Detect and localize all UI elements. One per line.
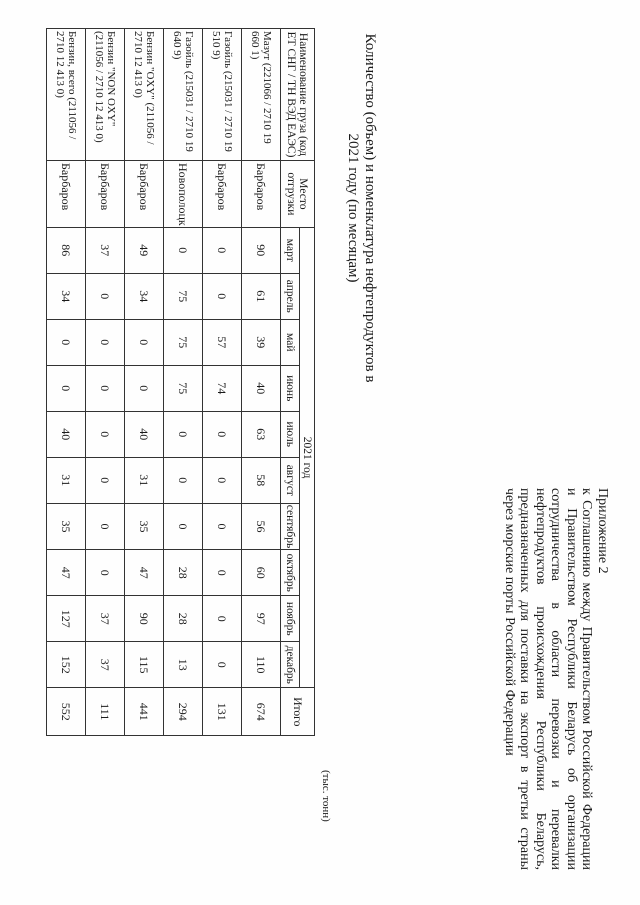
month-value-cell: 0 — [164, 457, 203, 503]
month-value-cell: 31 — [125, 457, 164, 503]
data-table — [46, 28, 315, 736]
month-value-cell: 47 — [47, 550, 86, 596]
total-cell: 441 — [125, 688, 164, 736]
appendix-block — [502, 488, 611, 870]
month-value-cell: 110 — [242, 642, 281, 688]
month-value-cell: 86 — [47, 227, 86, 273]
month-value-cell: 152 — [47, 642, 86, 688]
month-value-cell: 0 — [203, 503, 242, 550]
header-month: апрель — [281, 273, 300, 319]
month-value-cell: 37 — [86, 642, 125, 688]
month-value-cell: 0 — [203, 596, 242, 642]
month-value-cell: 115 — [125, 642, 164, 688]
month-value-cell: 0 — [125, 319, 164, 365]
month-value-cell: 75 — [164, 273, 203, 319]
month-value-cell: 0 — [203, 411, 242, 457]
header-month: декабрь — [281, 642, 300, 688]
month-value-cell: 0 — [47, 365, 86, 411]
month-value-cell: 39 — [242, 319, 281, 365]
month-value-cell: 0 — [203, 642, 242, 688]
month-value-cell: 74 — [203, 365, 242, 411]
total-cell: 294 — [164, 688, 203, 736]
month-value-cell: 37 — [86, 227, 125, 273]
month-value-cell: 90 — [242, 227, 281, 273]
header-month: ноябрь — [281, 596, 300, 642]
month-value-cell: 49 — [125, 227, 164, 273]
cargo-name-cell: Газойль (215031 / 2710 19 510 9) — [203, 29, 242, 161]
header-month: август — [281, 457, 300, 503]
header-year: 2021 год — [300, 227, 315, 688]
month-value-cell: 60 — [242, 550, 281, 596]
document-title: Количество (объем) и номенклатура нефтепродуктов в 2021 году (по месяцам) — [345, 33, 378, 383]
month-value-cell: 75 — [164, 319, 203, 365]
month-value-cell: 61 — [242, 273, 281, 319]
total-cell: 111 — [86, 688, 125, 736]
month-value-cell: 0 — [164, 227, 203, 273]
month-value-cell: 37 — [86, 596, 125, 642]
header-month: май — [281, 319, 300, 365]
month-value-cell: 31 — [47, 457, 86, 503]
month-value-cell: 34 — [47, 273, 86, 319]
header-month: март — [281, 227, 300, 273]
header-month: июль — [281, 411, 300, 457]
month-value-cell: 0 — [203, 273, 242, 319]
month-value-cell: 35 — [47, 503, 86, 550]
shipment-place-cell: Новополоцк — [164, 161, 203, 228]
table-row — [47, 29, 86, 736]
header-shipment-place: Место отгрузки — [281, 161, 315, 228]
table-row — [203, 29, 242, 736]
month-value-cell: 28 — [164, 596, 203, 642]
month-value-cell: 0 — [203, 227, 242, 273]
month-value-cell: 0 — [164, 411, 203, 457]
units-label: (тыс. тонн) — [320, 770, 332, 822]
month-value-cell: 40 — [47, 411, 86, 457]
month-value-cell: 0 — [86, 273, 125, 319]
header-month: октябрь — [281, 550, 300, 596]
appendix-body: к Соглашению между Правительством Российской Федерации и Правительством Республики Беларусь об организации сотрудничества в области перевозки и перевалки нефтепродуктов происхождения Республики Беларусь, предназначенных для поставки на экспорт в третьи страны через морские порты Российской Федерации — [502, 488, 595, 870]
month-value-cell: 47 — [125, 550, 164, 596]
month-value-cell: 13 — [164, 642, 203, 688]
month-value-cell: 127 — [47, 596, 86, 642]
table-body — [47, 29, 281, 736]
appendix-title: Приложение 2 — [595, 488, 610, 574]
month-value-cell: 34 — [125, 273, 164, 319]
header-cargo-name: Наименование груза (код ЕТ СНГ / ТН ВЭД ЕАЭС) — [281, 29, 315, 161]
month-value-cell: 0 — [203, 550, 242, 596]
month-value-cell: 0 — [86, 411, 125, 457]
cargo-name-cell: Бензин "NON OXY" (211056 / 2710 12 413 0) — [86, 29, 125, 161]
header-month: сентябрь — [281, 503, 300, 550]
cargo-name-cell: Бензин, всего (211056 / 2710 12 413 0) — [47, 29, 86, 161]
month-value-cell: 0 — [164, 503, 203, 550]
shipment-place-cell: Барбаров — [47, 161, 86, 228]
month-value-cell: 40 — [125, 411, 164, 457]
month-value-cell: 40 — [242, 365, 281, 411]
month-value-cell: 0 — [203, 457, 242, 503]
month-value-cell: 0 — [86, 319, 125, 365]
month-value-cell: 0 — [86, 550, 125, 596]
cargo-name-cell: Бензин "OXY" (211056 / 2710 12 413 0) — [125, 29, 164, 161]
header-total: Итого — [281, 688, 315, 736]
cargo-name-cell: Газойль (215031 / 2710 19 640 9) — [164, 29, 203, 161]
shipment-place-cell: Барбаров — [86, 161, 125, 228]
shipment-place-cell: Барбаров — [203, 161, 242, 228]
month-value-cell: 97 — [242, 596, 281, 642]
month-value-cell: 57 — [203, 319, 242, 365]
month-value-cell: 0 — [86, 365, 125, 411]
month-value-cell: 0 — [86, 503, 125, 550]
total-cell: 674 — [242, 688, 281, 736]
shipment-place-cell: Барбаров — [125, 161, 164, 228]
table-row — [164, 29, 203, 736]
cargo-name-cell: Мазут (221066 / 2710 19 660 1) — [242, 29, 281, 161]
total-cell: 131 — [203, 688, 242, 736]
month-value-cell: 35 — [125, 503, 164, 550]
month-value-cell: 56 — [242, 503, 281, 550]
month-value-cell: 28 — [164, 550, 203, 596]
month-value-cell: 90 — [125, 596, 164, 642]
table-row — [125, 29, 164, 736]
header-month: июнь — [281, 365, 300, 411]
month-value-cell: 75 — [164, 365, 203, 411]
table-row — [242, 29, 281, 736]
month-value-cell: 0 — [125, 365, 164, 411]
month-value-cell: 58 — [242, 457, 281, 503]
month-value-cell: 0 — [47, 319, 86, 365]
total-cell: 552 — [47, 688, 86, 736]
month-value-cell: 0 — [86, 457, 125, 503]
table-row — [86, 29, 125, 736]
month-value-cell: 63 — [242, 411, 281, 457]
shipment-place-cell: Барбаров — [242, 161, 281, 228]
